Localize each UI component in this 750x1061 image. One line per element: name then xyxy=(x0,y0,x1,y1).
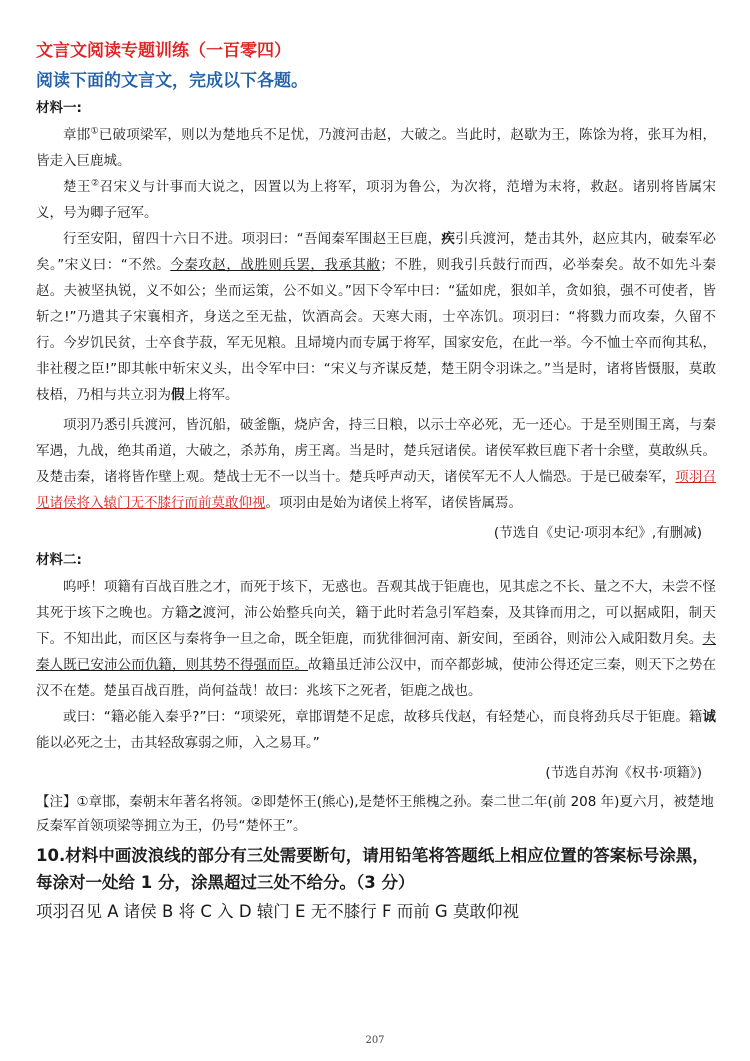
material1-paragraph-4: 项羽乃悉引兵渡河，皆沉船，破釜甑，烧庐舍，持三日粮，以示士卒必死，无一还心。于是至则围王离，与秦军遇，九战，绝其甬道，大破之，杀苏角，虏王离。当是时，楚兵冠诸侯。诸侯军救巨鹿下者十余壁，莫敢纵兵。及楚击秦，诸将皆作壁上观。楚战士无不一以当十。楚兵呼声动天，诸侯军无不人人惴恐。于是已破秦军，项羽召见诸侯将入辕门无不膝行而前莫敢仰视。项羽由是始为诸侯上将军，诸侯皆属焉。 xyxy=(36,417,717,511)
material1-paragraph-1: 章邯①已破项梁军，则以为楚地兵不足忧，乃渡河击赵，大破之。当此时，赵歇为王，陈馀为将，张耳为相，皆走入巨鹿城。 xyxy=(36,126,717,169)
page-title: 文言文阅读专题训练（一百零四） xyxy=(36,41,291,61)
answer-options: 项羽召见 A 诸侯 B 将 C 入 D 辕门 E 无不膝行 F 而前 G 莫敢仰视 xyxy=(36,902,519,921)
material1-paragraph-3: 行至安阳，留四十六日不进。项羽曰：“吾闻秦军围赵王巨鹿，疾引兵渡河，楚击其外，赵应其内，破秦军必矣。”宋义曰：“不然。今秦攻赵，战胜则兵罢，我承其敝；不胜，则我引兵鼓行而西，必举秦矣。故不如先斗秦赵。夫被坚执锐，义不如公；坐而运策，公不如义。”因下令军中曰：“猛如虎，狠如羊，贪如狼，强不可使者，皆斩之!”乃遣其子宋襄相齐，身送之至无盐，饮酒高会。天寒大雨，士卒冻饥。项羽曰：“将戮力而攻秦，久留不行。今岁饥民贫，士卒食芋菽，军无见粮。且埽境内而专属于将军，国家安危，在此一举。今不恤士卒而徇其私，非社稷之臣!”即其帐中斩宋义头，出令军中曰：“宋义与齐谋反楚，楚王阴令羽诛之。”当是时，诸将皆慑服，莫敢枝梧，乃相与共立羽为假上将军。 xyxy=(36,231,717,403)
material2-label: 材料二: xyxy=(36,552,82,568)
question-10: 10.材料中画波浪线的部分有三处需要断句，请用铅笔将答题纸上相应位置的答案标号涂黑，每涂对一处给 1 分，涂黑超过三处不给分。（3 分） xyxy=(36,846,709,892)
material2-paragraph-1: 呜呼！项籍有百战百胜之才，而死于垓下，无惑也。吾观其战于钜鹿也，见其虑之不长、量之不大，未尝不怪其死于垓下之晚也。方籍之渡河，沛公始整兵向关，籍于此时若急引军趋秦，及其锋而用之，可以据咸阳，制天下。不知出此，而区区与秦将争一旦之命，既全钜鹿，而犹徘徊河南、新安间，至函谷，则沛公入咸阳数月矣。夫秦人既已安沛公而仇籍，则其势不得强而臣。故籍虽迁沛公汉中，而卒都彭城，使沛公得还定三秦，则天下之势在汉不在楚。楚虽百战百胜，尚何益哉！故曰：兆垓下之死者，钜鹿之战也。 xyxy=(36,579,717,699)
instruction: 阅读下面的文言文，完成以下各题。 xyxy=(36,71,308,91)
wavy-line-sentence: 项羽召见诸侯将入辕门无不膝行而前莫敢仰视 xyxy=(36,469,717,511)
document-page xyxy=(36,40,716,926)
material1-source: (节选自《史记·项羽本纪》,有删减) xyxy=(493,525,702,541)
material2-paragraph-2: 或曰：“籍必能入秦乎?”曰：“项梁死，章邯谓楚不足虑，故移兵伐赵，有轻楚心，而良将劲兵尽于钜鹿。籍诚能以必死之士，击其轻敌寡弱之师，入之易耳。” xyxy=(36,709,716,751)
page-number: 207 xyxy=(365,1035,385,1046)
material1-label: 材料一: xyxy=(36,100,82,116)
material2-source: (节选自苏洵《权书·项籍》) xyxy=(545,765,702,781)
material1-paragraph-2: 楚王②召宋义与计事而大说之，因置以为上将军，项羽为鲁公，为次将，范增为末将，救赵。诸别将皆属宋义，号为卿子冠军。 xyxy=(36,178,717,221)
underlined-sentence: 今秦攻赵，战胜则兵罢，我承其敝 xyxy=(170,257,381,273)
underlined-sentence-2: 夫秦人既已安沛公而仇籍，则其势不得强而臣。 xyxy=(36,631,716,673)
annotation-note: 【注】①章邯，秦朝末年著名将领。②即楚怀王(熊心),是楚怀王熊槐之孙。秦二世二年(前 208 年)夏六月，被楚地反秦军首领项梁等拥立为王，仍号“楚怀王”。 xyxy=(36,794,714,834)
